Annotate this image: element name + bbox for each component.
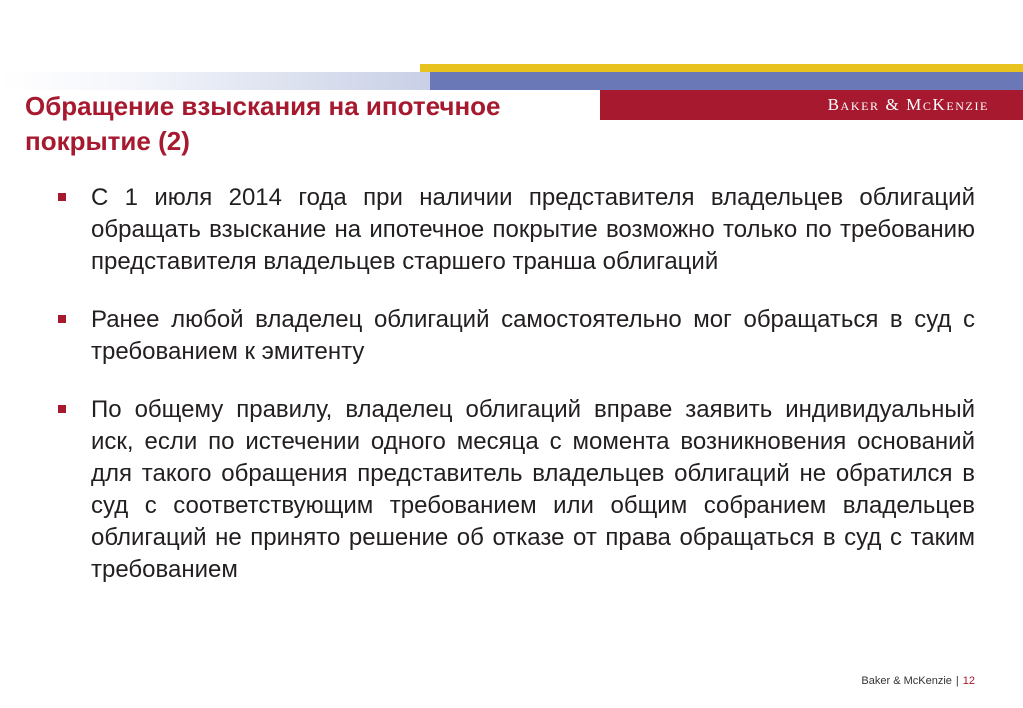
header-gold-strip (420, 64, 1023, 72)
brand-bar (600, 90, 1023, 120)
bullet-text: С 1 июля 2014 года при наличии представителя владельцев облигаций обращать взыскание на ипотечное покрытие возможно только по требованию представителя владельцев старшего транша облигаций (91, 184, 975, 275)
bullet-text: По общему правилу, владелец облигаций вправе заявить индивидуальный иск, если по истечении одного месяца с момента возникновения оснований для такого обращения представитель владельцев облигаций не обратился в суд с соответствующим требованием или общим собранием владельцев облигаций не принято решение об отказе от права обращаться в суд с таким требованием (91, 396, 975, 583)
square-bullet-icon (58, 193, 66, 201)
bullet-item (0, 182, 1023, 278)
bullet-item (0, 304, 1023, 368)
bullet-item (0, 394, 1023, 586)
footer-company: Baker & McKenzie (861, 675, 952, 687)
square-bullet-icon (58, 405, 66, 413)
slide-footer (861, 675, 975, 687)
bullet-list (0, 182, 1023, 612)
header-blue-strip (430, 72, 1023, 90)
company-logo: Baker & McKenzie (827, 95, 989, 114)
header-decoration-band (0, 62, 1023, 90)
footer-separator: | (955, 675, 959, 687)
bullet-text: Ранее любой владелец облигаций самостоятельно мог обращаться в суд с требованием к эмитенту (91, 306, 975, 365)
slide-title: Обращение взыскания на ипотечное покрытие (2) (25, 91, 501, 156)
square-bullet-icon (58, 315, 66, 323)
page-number: 12 (962, 675, 975, 687)
header-gradient-strip (0, 72, 430, 90)
